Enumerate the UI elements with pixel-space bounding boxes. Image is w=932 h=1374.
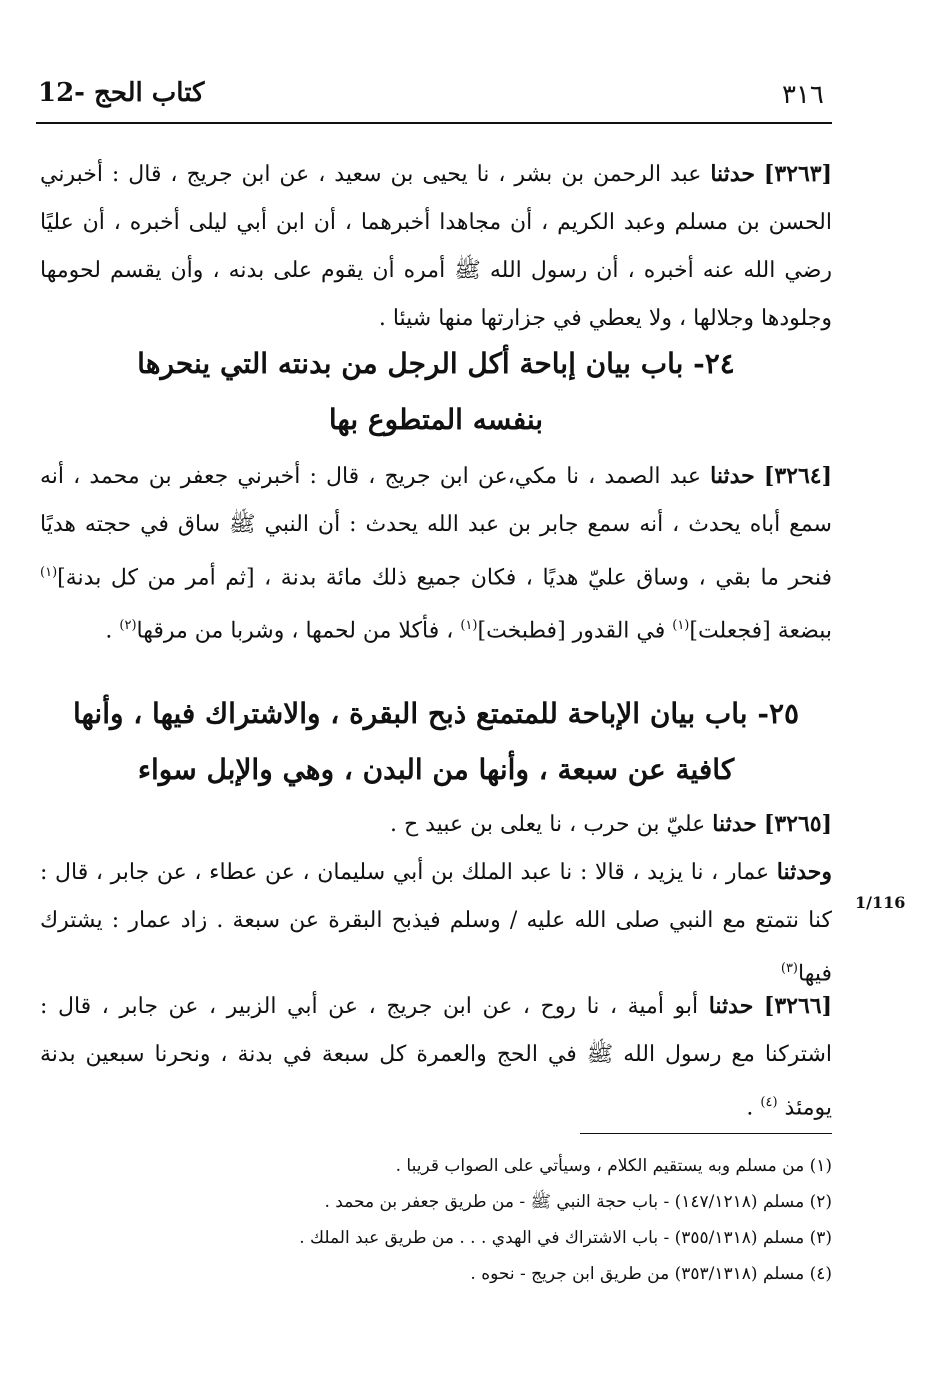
- hadith-lead-word: حدثنا: [712, 811, 757, 837]
- footnote-item: (٢) مسلم (١٤٧/١٢١٨) - باب حجة النبي ﷺ - من طريق جعفر بن محمد .: [324, 1192, 832, 1212]
- footnote-marker: (٢): [119, 618, 137, 634]
- margin-folio-reference: 1/116: [855, 893, 906, 912]
- hadith-3263: [40, 150, 832, 343]
- hadith-text: ، فأكلا من لحمها ، وشربا من مرقها: [136, 618, 461, 644]
- hadith-3266: [40, 982, 832, 1132]
- page-number: ٣١٦: [782, 80, 824, 110]
- chapter-heading-line: بنفسه المتطوع بها: [328, 403, 544, 436]
- hadith-text: في القدور [فطبخت]: [477, 618, 673, 644]
- hadith-number: [٣٢٦٣]: [763, 161, 832, 187]
- footnote-item: (٣) مسلم (٣٥٥/١٣١٨) - باب الاشتراك في الهدي . . . من طريق عبد الملك .: [299, 1228, 832, 1248]
- running-header-title: 12- كتاب الحج: [38, 78, 205, 108]
- header-divider: [36, 122, 832, 124]
- footnote-item: (٤) مسلم (٣٥٣/١٣١٨) من طريق ابن جريج - نحوه .: [470, 1264, 832, 1284]
- hadith-3265-continuation: [40, 848, 832, 998]
- footnote-marker: (١): [460, 618, 478, 634]
- chapter-25-heading: [40, 686, 832, 798]
- hadith-lead-word: حدثنا: [710, 161, 755, 187]
- hadith-text: ببضعة [فجعلت]: [689, 618, 832, 644]
- hadith-text: عمار ، نا يزيد ، قالا : نا عبد الملك بن أبي سليمان ، عن عطاء ، عن جابر ، قال : كنا نتمتع مع النبي صلى الله عليه / وسلم فيذبح البقرة عن سبعة . زاد عمار : يشترك فيها: [40, 860, 832, 987]
- hadith-text: أبو أمية ، نا روح ، عن ابن جريج ، عن أبي الزبير ، عن جابر ، قال : اشتركنا مع رسول الله ﷺ في الحج والعمرة كل سبعة في بدنة ، ونحرنا سبعين بدنة يومئذ: [40, 994, 832, 1121]
- footnote-marker: (٤): [760, 1095, 778, 1110]
- hadith-number: [٣٢٦٦]: [763, 993, 833, 1019]
- hadith-lead-word: حدثنا: [710, 463, 755, 489]
- hadith-text: .: [105, 618, 120, 644]
- footnote-marker: (١): [672, 618, 690, 634]
- hadith-lead-word: وحدثنا: [776, 859, 833, 885]
- chapter-heading-line: ٢٤- باب بيان إباحة أكل الرجل من بدنته التي ينحرها: [137, 347, 735, 380]
- hadith-lead-word: حدثنا: [708, 993, 754, 1019]
- footnote-marker: (٣): [780, 961, 798, 976]
- hadith-text: عليّ بن حرب ، نا يعلى بن عبيد ح .: [389, 812, 706, 837]
- hadith-3265: [40, 800, 832, 849]
- chapter-heading-line: ٢٥- باب بيان الإباحة للمتمتع ذبح البقرة ، والاشتراك فيها ، وأنها: [72, 697, 800, 730]
- footnote-item: (١) من مسلم وبه يستقيم الكلام ، وسيأتي على الصواب قريبا .: [395, 1156, 832, 1176]
- footnote-marker: (١): [40, 565, 58, 580]
- hadith-number: [٣٢٦٥]: [763, 811, 832, 837]
- chapter-heading-line: كافية عن سبعة ، وأنها من البدن ، وهي والإبل سواء: [137, 753, 735, 786]
- hadith-text: .: [746, 1095, 761, 1121]
- chapter-24-heading: [40, 336, 832, 448]
- footnotes: [40, 1148, 832, 1292]
- hadith-text: عبد الرحمن بن بشر ، نا يحيى بن سعيد ، عن ابن جريج ، قال : أخبرني الحسن بن مسلم وعبد الكريم ، أن مجاهدا أخبرهما ، أن ابن أبي ليلى أخبره ، أن عليًا رضي الله عنه أخبره ، أن رسول الله ﷺ أمره أن يقوم على بدنه ، وأن يقسم لحومها وجلودها وجلالها ، ولا يعطي في جزارتها منها شيئا .: [40, 162, 832, 331]
- footnote-divider: [580, 1133, 832, 1134]
- hadith-text: عبد الصمد ، نا مكي،عن ابن جريج ، قال : أخبرني جعفر بن محمد ، أنه سمع أباه يحدث ، أنه سمع جابر بن عبد الله يحدث : أن النبي ﷺ ساق في حجته هديًا فنحر ما بقي ، وساق عليّ هديًا ، فكان جميع ذلك مائة بدنة ، [ثم أمر من كل بدنة]: [40, 464, 833, 591]
- hadith-number: [٣٢٦٤]: [763, 463, 833, 489]
- hadith-3264: [40, 452, 832, 656]
